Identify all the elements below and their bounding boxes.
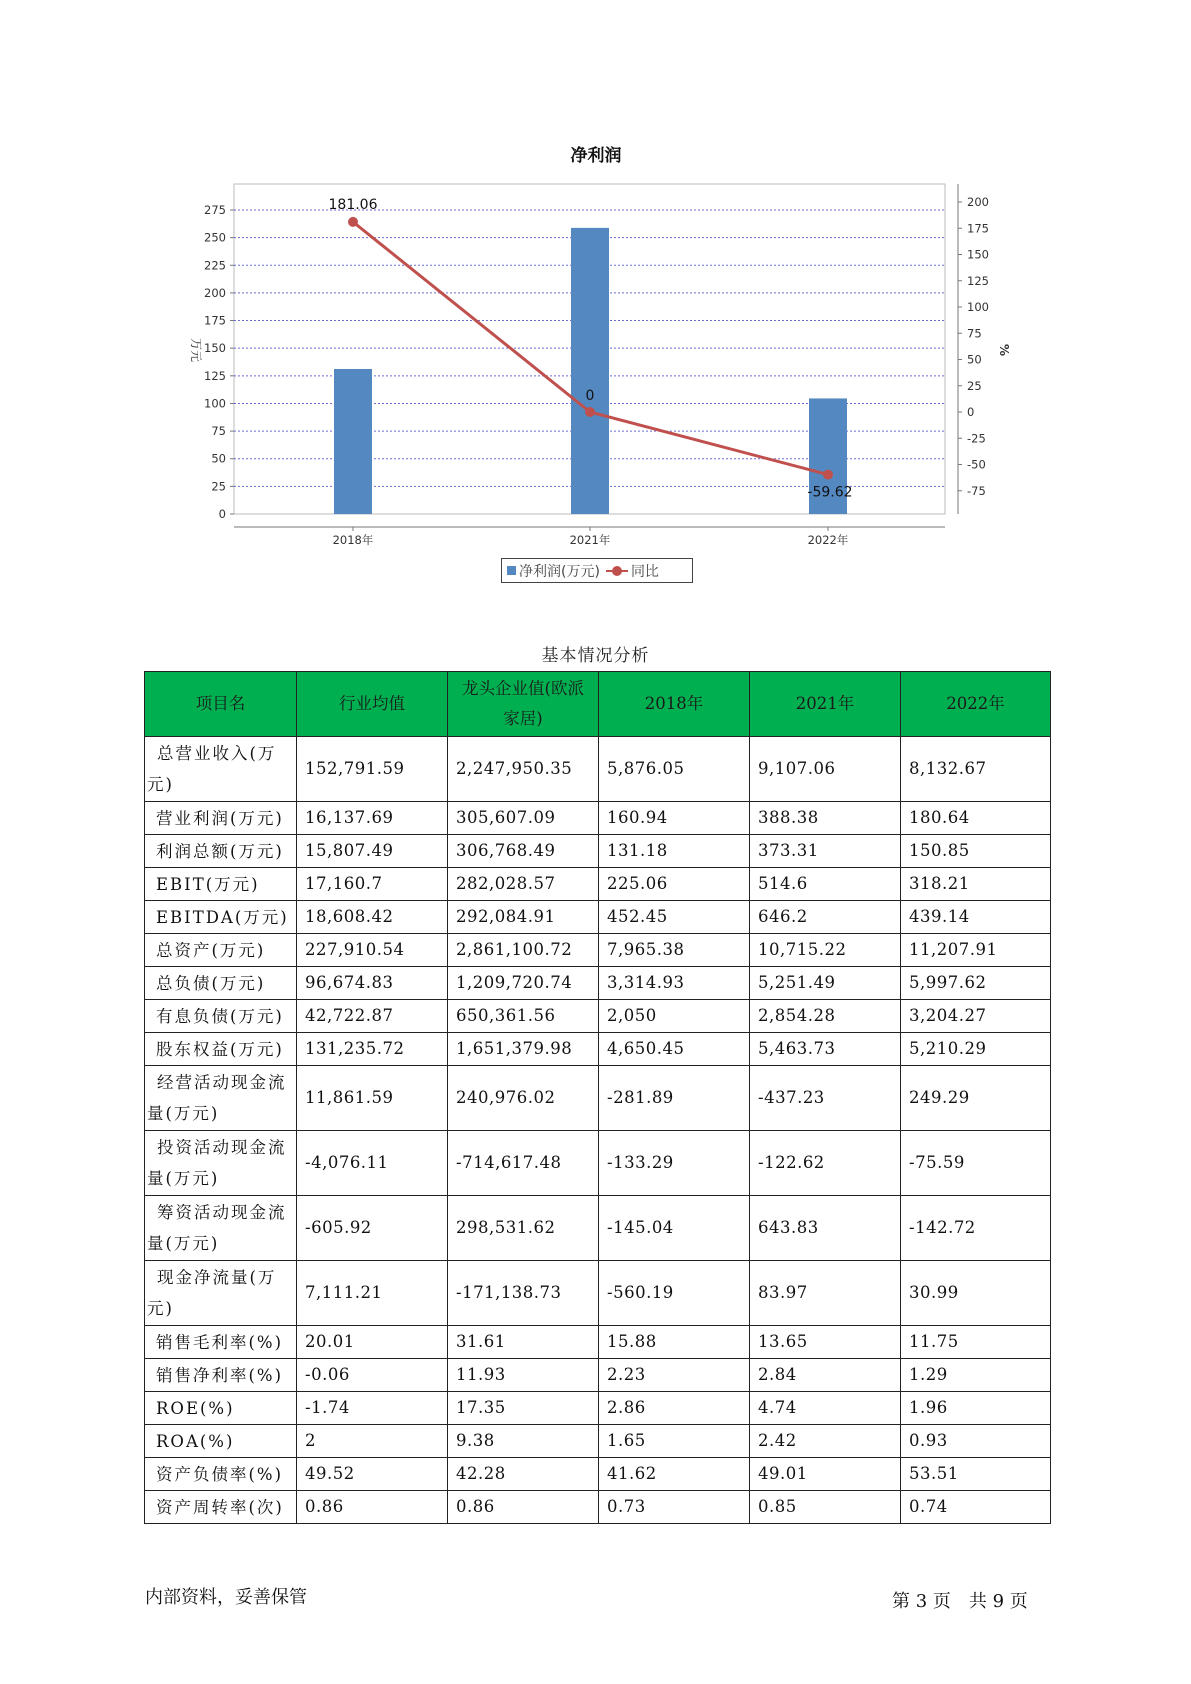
table-cell: 388.38 bbox=[750, 802, 901, 835]
y-axis-label-left: 万元 bbox=[189, 337, 203, 363]
y-axis-label-right: % bbox=[997, 343, 1011, 357]
table-cell: 0.74 bbox=[901, 1491, 1051, 1524]
yoy-point bbox=[585, 407, 595, 417]
table-cell: 1,209,720.74 bbox=[448, 967, 599, 1000]
row-label: 销售净利率(%) bbox=[145, 1359, 297, 1392]
net-profit-chart bbox=[0, 0, 1191, 620]
right-tick-label: 125 bbox=[967, 273, 989, 288]
footer-confidential-note: 内部资料，妥善保管 bbox=[145, 1587, 307, 1608]
table-cell: -281.89 bbox=[599, 1066, 750, 1131]
left-tick-label: 225 bbox=[204, 258, 226, 273]
table-cell: 3,314.93 bbox=[599, 967, 750, 1000]
left-tick-label: 75 bbox=[211, 424, 226, 439]
row-label: EBITDA(万元) bbox=[145, 901, 297, 934]
table-cell: -122.62 bbox=[750, 1131, 901, 1196]
table-cell: 2,861,100.72 bbox=[448, 934, 599, 967]
left-tick-label: 125 bbox=[204, 368, 226, 383]
table-cell: 13.65 bbox=[750, 1326, 901, 1359]
row-label: 现金净流量(万元) bbox=[145, 1261, 297, 1326]
row-label: 利润总额(万元) bbox=[145, 835, 297, 868]
table-cell: 17.35 bbox=[448, 1392, 599, 1425]
table-cell: 9.38 bbox=[448, 1425, 599, 1458]
footer-page-number: 第 3 页 共 9 页 bbox=[892, 1591, 1028, 1612]
right-tick-label: -25 bbox=[967, 431, 986, 446]
table-cell: 298,531.62 bbox=[448, 1196, 599, 1261]
right-tick-label: 100 bbox=[967, 300, 989, 314]
table-cell: -4,076.11 bbox=[297, 1131, 448, 1196]
table-cell: 5,210.29 bbox=[901, 1033, 1051, 1066]
row-label: 总负债(万元) bbox=[145, 967, 297, 1000]
table-row bbox=[145, 1066, 1051, 1131]
table-cell: 150.85 bbox=[901, 835, 1051, 868]
table-cell: 7,111.21 bbox=[297, 1261, 448, 1326]
table-row bbox=[145, 1425, 1051, 1458]
row-label: ROE(%) bbox=[145, 1392, 297, 1425]
table-cell: 305,607.09 bbox=[448, 802, 599, 835]
legend-bar-label: 净利润(万元) bbox=[519, 563, 600, 580]
table-cell: 2.23 bbox=[599, 1359, 750, 1392]
table-cell: 11,207.91 bbox=[901, 934, 1051, 967]
table-cell: 11,861.59 bbox=[297, 1066, 448, 1131]
table-row bbox=[145, 1359, 1051, 1392]
table-cell: 15,807.49 bbox=[297, 835, 448, 868]
row-label: EBIT(万元) bbox=[145, 868, 297, 901]
table-cell: 41.62 bbox=[599, 1458, 750, 1491]
table-row bbox=[145, 802, 1051, 835]
header-2022: 2022年 bbox=[901, 672, 1051, 737]
left-tick-label: 150 bbox=[204, 341, 226, 356]
left-tick-label: 25 bbox=[211, 479, 226, 494]
left-tick-label: 250 bbox=[204, 230, 226, 245]
left-tick-label: 200 bbox=[204, 285, 226, 300]
table-cell: 1.29 bbox=[901, 1359, 1051, 1392]
left-tick-label: 275 bbox=[204, 203, 226, 217]
table-cell: 0.93 bbox=[901, 1425, 1051, 1458]
chart-legend bbox=[501, 558, 693, 583]
row-label: 总资产(万元) bbox=[145, 934, 297, 967]
table-cell: -437.23 bbox=[750, 1066, 901, 1131]
table-cell: 1.65 bbox=[599, 1425, 750, 1458]
table-cell: 42,722.87 bbox=[297, 1000, 448, 1033]
table-cell: 5,997.62 bbox=[901, 967, 1051, 1000]
table-cell: 5,463.73 bbox=[750, 1033, 901, 1066]
table-cell: 16,137.69 bbox=[297, 802, 448, 835]
legend-line-label: 同比 bbox=[630, 563, 659, 580]
yoy-point bbox=[348, 217, 358, 227]
right-tick-label: -50 bbox=[967, 457, 986, 472]
row-label: 经营活动现金流量(万元) bbox=[145, 1066, 297, 1131]
table-cell: 452.45 bbox=[599, 901, 750, 934]
left-tick-label: 175 bbox=[204, 313, 226, 328]
table-cell: -171,138.73 bbox=[448, 1261, 599, 1326]
row-label: 股东权益(万元) bbox=[145, 1033, 297, 1066]
left-tick-label: 0 bbox=[218, 507, 226, 521]
table-row bbox=[145, 901, 1051, 934]
table-row bbox=[145, 868, 1051, 901]
table-cell: 646.2 bbox=[750, 901, 901, 934]
table-row bbox=[145, 1491, 1051, 1524]
table-cell: 225.06 bbox=[599, 868, 750, 901]
row-label: 有息负债(万元) bbox=[145, 1000, 297, 1033]
table-cell: 2.84 bbox=[750, 1359, 901, 1392]
table-cell: 3,204.27 bbox=[901, 1000, 1051, 1033]
header-item-name: 项目名 bbox=[145, 672, 297, 737]
table-cell: 373.31 bbox=[750, 835, 901, 868]
table-cell: -133.29 bbox=[599, 1131, 750, 1196]
yoy-data-label: 0 bbox=[585, 388, 595, 404]
table-cell: 1.96 bbox=[901, 1392, 1051, 1425]
table-cell: 0.86 bbox=[297, 1491, 448, 1524]
table-title: 基本情况分析 bbox=[541, 646, 650, 666]
basic-analysis-table bbox=[144, 671, 1051, 1524]
row-label: 资产负债率(%) bbox=[145, 1458, 297, 1491]
x-tick-label: 2018年 bbox=[332, 533, 374, 547]
header-2018: 2018年 bbox=[599, 672, 750, 737]
table-cell: 292,084.91 bbox=[448, 901, 599, 934]
table-row bbox=[145, 737, 1051, 802]
table-cell: 160.94 bbox=[599, 802, 750, 835]
table-cell: 9,107.06 bbox=[750, 737, 901, 802]
table-cell: 2 bbox=[297, 1425, 448, 1458]
table-cell: 318.21 bbox=[901, 868, 1051, 901]
table-cell: 15.88 bbox=[599, 1326, 750, 1359]
right-tick-label: 50 bbox=[967, 352, 982, 367]
table-row bbox=[145, 1196, 1051, 1261]
table-cell: -0.06 bbox=[297, 1359, 448, 1392]
left-tick-label: 50 bbox=[211, 451, 226, 466]
table-cell: 2.42 bbox=[750, 1425, 901, 1458]
x-tick-label: 2022年 bbox=[807, 533, 849, 547]
table-cell: 152,791.59 bbox=[297, 737, 448, 802]
table-cell: 17,160.7 bbox=[297, 868, 448, 901]
right-tick-label: 0 bbox=[967, 405, 975, 419]
table-cell: 0.86 bbox=[448, 1491, 599, 1524]
table-row bbox=[145, 1458, 1051, 1491]
table-cell: -1.74 bbox=[297, 1392, 448, 1425]
row-label: 投资活动现金流量(万元) bbox=[145, 1131, 297, 1196]
table-cell: 31.61 bbox=[448, 1326, 599, 1359]
table-cell: -714,617.48 bbox=[448, 1131, 599, 1196]
table-cell: 0.85 bbox=[750, 1491, 901, 1524]
table-cell: 83.97 bbox=[750, 1261, 901, 1326]
table-row bbox=[145, 1033, 1051, 1066]
table-cell: 0.73 bbox=[599, 1491, 750, 1524]
table-cell: 30.99 bbox=[901, 1261, 1051, 1326]
table-row bbox=[145, 835, 1051, 868]
table-cell: 53.51 bbox=[901, 1458, 1051, 1491]
table-cell: 4,650.45 bbox=[599, 1033, 750, 1066]
yoy-data-label: 181.06 bbox=[328, 196, 378, 213]
right-tick-label: 200 bbox=[967, 195, 989, 209]
table-cell: 2,854.28 bbox=[750, 1000, 901, 1033]
table-row bbox=[145, 1326, 1051, 1359]
right-tick-label: 150 bbox=[967, 247, 989, 262]
table-cell: 439.14 bbox=[901, 901, 1051, 934]
right-tick-label: 175 bbox=[967, 221, 989, 236]
header-2021: 2021年 bbox=[750, 672, 901, 737]
table-cell: 514.6 bbox=[750, 868, 901, 901]
right-tick-label: 25 bbox=[967, 378, 982, 393]
header-industry-avg: 行业均值 bbox=[297, 672, 448, 737]
table-cell: 8,132.67 bbox=[901, 737, 1051, 802]
table-cell: -145.04 bbox=[599, 1196, 750, 1261]
table-row bbox=[145, 1392, 1051, 1425]
row-label: 资产周转率(次) bbox=[145, 1491, 297, 1524]
row-label: 销售毛利率(%) bbox=[145, 1326, 297, 1359]
bar-2021年 bbox=[571, 228, 609, 514]
table-cell: 650,361.56 bbox=[448, 1000, 599, 1033]
table-cell: -75.59 bbox=[901, 1131, 1051, 1196]
table-cell: 2.86 bbox=[599, 1392, 750, 1425]
table-cell: -605.92 bbox=[297, 1196, 448, 1261]
header-leader-value: 龙头企业值(欧派家居) bbox=[448, 672, 599, 737]
table-cell: 96,674.83 bbox=[297, 967, 448, 1000]
table-row bbox=[145, 1131, 1051, 1196]
table-cell: 49.01 bbox=[750, 1458, 901, 1491]
table-row bbox=[145, 967, 1051, 1000]
table-cell: 131.18 bbox=[599, 835, 750, 868]
table-cell: 5,876.05 bbox=[599, 737, 750, 802]
table-cell: 2,247,950.35 bbox=[448, 737, 599, 802]
chart-title: 净利润 bbox=[570, 146, 622, 166]
table-cell: 131,235.72 bbox=[297, 1033, 448, 1066]
row-label: 营业利润(万元) bbox=[145, 802, 297, 835]
table-header-row bbox=[145, 672, 1051, 737]
table-cell: 282,028.57 bbox=[448, 868, 599, 901]
yoy-data-label: -59.62 bbox=[807, 484, 853, 501]
table-cell: 11.75 bbox=[901, 1326, 1051, 1359]
yoy-point bbox=[823, 470, 833, 480]
legend-line-swatch bbox=[606, 566, 628, 576]
table-cell: 4.74 bbox=[750, 1392, 901, 1425]
legend-bar-swatch bbox=[507, 566, 516, 575]
row-label: 总营业收入(万元) bbox=[145, 737, 297, 802]
table-cell: 249.29 bbox=[901, 1066, 1051, 1131]
row-label: 筹资活动现金流量(万元) bbox=[145, 1196, 297, 1261]
table-cell: 20.01 bbox=[297, 1326, 448, 1359]
table-cell: -560.19 bbox=[599, 1261, 750, 1326]
table-cell: 49.52 bbox=[297, 1458, 448, 1491]
table-cell: 643.83 bbox=[750, 1196, 901, 1261]
table-cell: 10,715.22 bbox=[750, 934, 901, 967]
left-tick-label: 100 bbox=[204, 396, 226, 411]
row-label: ROA(%) bbox=[145, 1425, 297, 1458]
table-cell: -142.72 bbox=[901, 1196, 1051, 1261]
table-cell: 5,251.49 bbox=[750, 967, 901, 1000]
table-cell: 11.93 bbox=[448, 1359, 599, 1392]
table-cell: 2,050 bbox=[599, 1000, 750, 1033]
table-cell: 240,976.02 bbox=[448, 1066, 599, 1131]
right-tick-label: 75 bbox=[967, 326, 982, 341]
table-cell: 1,651,379.98 bbox=[448, 1033, 599, 1066]
bar-2018年 bbox=[334, 369, 372, 514]
right-tick-label: -75 bbox=[967, 483, 986, 498]
table-cell: 306,768.49 bbox=[448, 835, 599, 868]
table-row bbox=[145, 934, 1051, 967]
table-row bbox=[145, 1261, 1051, 1326]
table-cell: 227,910.54 bbox=[297, 934, 448, 967]
table-cell: 180.64 bbox=[901, 802, 1051, 835]
table-cell: 7,965.38 bbox=[599, 934, 750, 967]
table-cell: 18,608.42 bbox=[297, 901, 448, 934]
table-cell: 42.28 bbox=[448, 1458, 599, 1491]
table-row bbox=[145, 1000, 1051, 1033]
x-tick-label: 2021年 bbox=[569, 533, 611, 547]
